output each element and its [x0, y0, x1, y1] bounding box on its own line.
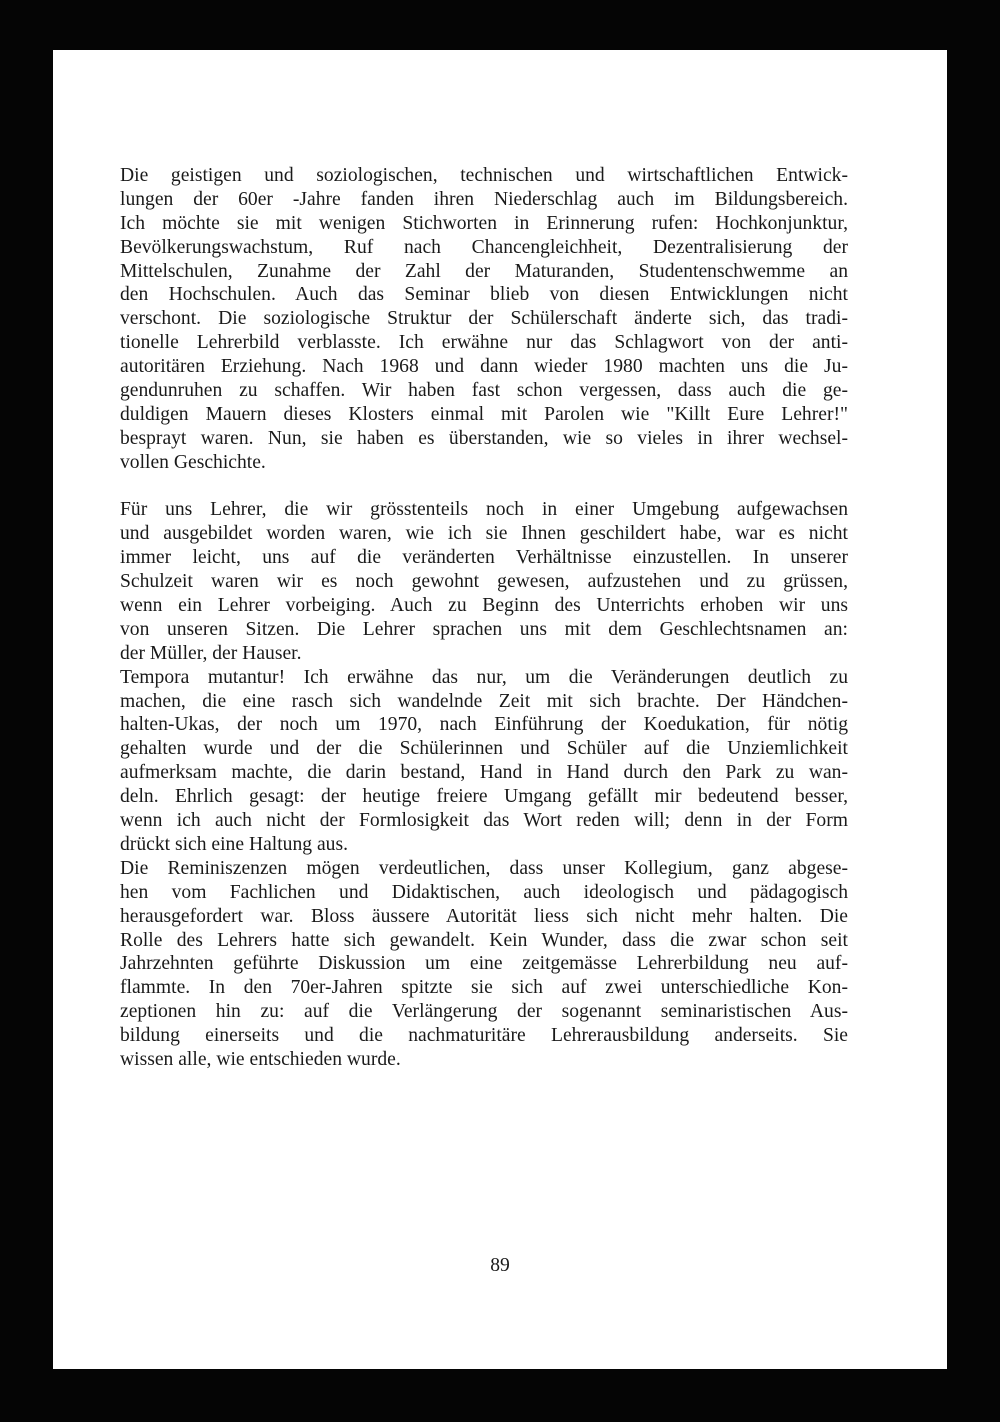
text-line: autoritären Erziehung. Nach 1968 und dann wieder 1980 machten uns die Ju-: [120, 356, 848, 378]
text-line: verschont. Die soziologische Struktur der Schülerschaft änderte sich, das tradi-: [120, 308, 848, 330]
text-line: der Müller, der Hauser.: [120, 642, 302, 664]
text-line: deln. Ehrlich gesagt: der heutige freiere Umgang gefällt mir bedeutend besser,: [120, 786, 848, 808]
text-line: den Hochschulen. Auch das Seminar blieb von diesen Entwicklungen nicht: [120, 284, 848, 306]
paragraph-spacer: [120, 475, 848, 499]
page-number: 89: [490, 1255, 510, 1276]
paragraph-3: [120, 666, 848, 857]
text-line: hen vom Fachlichen und Didaktischen, auch ideologisch und pädagogisch: [120, 881, 848, 903]
text-line: flammte. In den 70er-Jahren spitzte sie sich auf zwei unterschiedliche Kon-: [120, 977, 848, 999]
text-line: Mittelschulen, Zunahme der Zahl der Maturanden, Studentenschwemme an: [120, 260, 848, 282]
text-line: Bevölkerungswachstum, Ruf nach Chancengleichheit, Dezentralisierung der: [120, 236, 848, 258]
text-line: wenn ein Lehrer vorbeiging. Auch zu Beginn des Unterrichts erhoben wir uns: [120, 595, 848, 617]
text-line: Jahrzehnten geführte Diskussion um eine zeitgemässe Lehrerbildung neu auf-: [120, 953, 848, 975]
text-line: Tempora mutantur! Ich erwähne das nur, um die Veränderungen deutlich zu: [120, 666, 848, 688]
body-text: [120, 164, 848, 1072]
document-page: [53, 50, 947, 1369]
text-line: gendunruhen zu schaffen. Wir haben fast schon vergessen, dass auch die ge-: [120, 380, 848, 402]
text-line: Die Reminiszenzen mögen verdeutlichen, dass unser Kollegium, ganz abgese-: [120, 857, 848, 879]
text-line: machen, die eine rasch sich wandelnde Zeit mit sich brachte. Der Händchen-: [120, 690, 848, 712]
text-line: tionelle Lehrerbild verblasste. Ich erwähne nur das Schlagwort von der anti-: [120, 332, 848, 354]
text-line: aufmerksam machte, die darin bestand, Hand in Hand durch den Park zu wan-: [120, 762, 848, 784]
text-line: drückt sich eine Haltung aus.: [120, 833, 348, 855]
text-line: halten-Ukas, der noch um 1970, nach Einführung der Koedukation, für nötig: [120, 714, 848, 736]
text-line: und ausgebildet worden waren, wie ich sie Ihnen geschildert habe, war es nicht: [120, 523, 848, 545]
text-line: besprayt waren. Nun, sie haben es überstanden, wie so vieles in ihrer wechsel-: [120, 427, 848, 449]
text-line: bildung einerseits und die nachmaturitäre Lehrerausbildung anderseits. Sie: [120, 1025, 848, 1047]
paragraph-1: [120, 164, 848, 475]
text-line: lungen der 60er -Jahre fanden ihren Niederschlag auch im Bildungsbereich.: [120, 188, 848, 210]
paragraph-4: [120, 857, 848, 1072]
text-line: von unseren Sitzen. Die Lehrer sprachen uns mit dem Geschlechtsnamen an:: [120, 618, 848, 640]
text-line: Schulzeit waren wir es noch gewohnt gewesen, aufzustehen und zu grüssen,: [120, 571, 848, 593]
text-line: Die geistigen und soziologischen, technischen und wirtschaftlichen Entwick-: [120, 165, 848, 186]
text-line: zeptionen hin zu: auf die Verlängerung der sogenannt seminaristischen Aus-: [120, 1001, 848, 1023]
text-line: gehalten wurde und der die Schülerinnen und Schüler auf die Unziemlichkeit: [120, 738, 848, 760]
text-line: wissen alle, wie entschieden wurde.: [120, 1048, 401, 1070]
text-line: duldigen Mauern dieses Klosters einmal mit Parolen wie "Killt Eure Lehrer!": [120, 403, 848, 425]
text-line: wenn ich auch nicht der Formlosigkeit das Wort reden will; denn in der Form: [120, 810, 848, 832]
text-line: herausgefordert war. Bloss äussere Autorität liess sich nicht mehr halten. Die: [120, 905, 848, 927]
paragraph-2: [120, 498, 848, 665]
text-line: Für uns Lehrer, die wir grösstenteils noch in einer Umgebung aufgewachsen: [120, 499, 848, 521]
text-line: Ich möchte sie mit wenigen Stichworten in Erinnerung rufen: Hochkonjunktur,: [120, 212, 848, 234]
text-line: immer leicht, uns auf die veränderten Verhältnisse einzustellen. In unserer: [120, 547, 848, 569]
text-line: vollen Geschichte.: [120, 451, 266, 473]
text-line: Rolle des Lehrers hatte sich gewandelt. Kein Wunder, dass die zwar schon seit: [120, 929, 848, 951]
